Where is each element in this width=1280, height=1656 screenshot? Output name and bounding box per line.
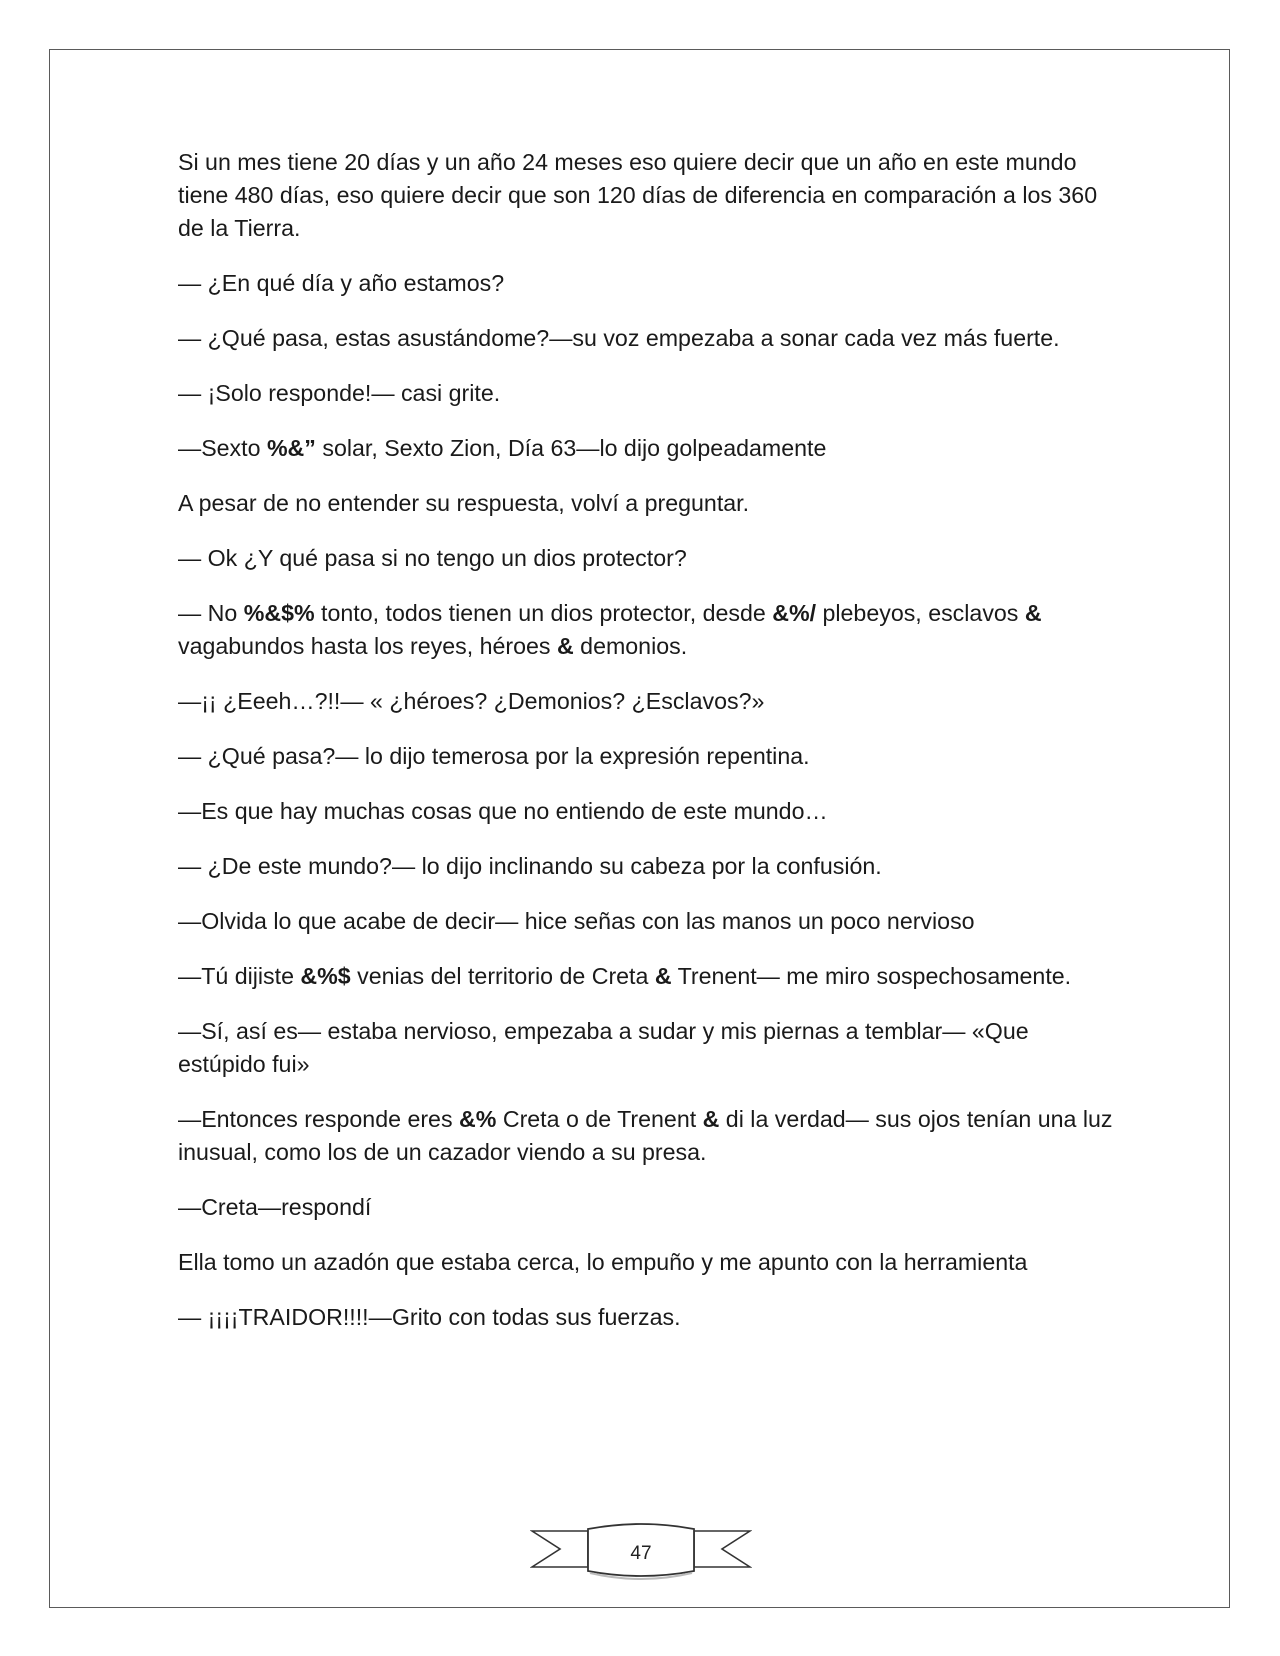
paragraph [178,795,1118,828]
censored-symbols: & [654,963,672,989]
paragraph [178,1191,1118,1224]
text-run: — ¿En qué día y año estamos? [178,270,505,296]
paragraph [178,377,1118,410]
paragraph [178,685,1118,718]
text-run: di la verdad— sus ojos tenían una luz inusual, como los de un cazador viendo a su presa. [178,1106,1113,1165]
paragraph [178,1246,1118,1279]
text-run: venias del territorio de Creta [350,963,655,989]
paragraph [178,146,1118,245]
paragraph [178,905,1118,938]
text-run: — ¡Solo responde!— casi grite. [178,380,501,406]
paragraph [178,960,1118,993]
censored-symbols: & [702,1106,720,1132]
text-run: — ¿De este mundo?— lo dijo inclinando su cabeza por la confusión. [178,853,882,879]
paragraph [178,1103,1118,1169]
text-run: —¡¡ ¿Eeeh…?!!— « ¿héroes? ¿Demonios? ¿Esclavos?» [178,688,765,714]
text-run: Si un mes tiene 20 días y un año 24 meses eso quiere decir que un año en este mundo tiene 480 días, eso quiere decir que son 120 días de diferencia en comparación a los 360 de la Tierra. [178,149,1098,241]
page-body [178,146,1118,1356]
paragraph [178,597,1118,663]
text-run: tonto, todos tienen un dios protector, desde [314,600,773,626]
censored-symbols: %&$% [243,600,315,626]
text-run: —Creta—respondí [178,1194,372,1220]
text-run: —Entonces responde eres [178,1106,459,1132]
text-run: Ella tomo un azadón que estaba cerca, lo empuño y me apunto con la herramienta [178,1249,1028,1275]
censored-symbols: &%/ [772,600,817,626]
text-run: —Sexto [178,435,267,461]
censored-symbols: &% [459,1106,497,1132]
text-run: Trenent— me miro sospechosamente. [671,963,1072,989]
paragraph [178,267,1118,300]
text-run: — Ok ¿Y qué pasa si no tengo un dios protector? [178,545,687,571]
paragraph [178,1015,1118,1081]
text-run: solar, Sexto Zion, Día 63—lo dijo golpeadamente [315,435,827,461]
censored-symbols: & [1024,600,1042,626]
text-run: — No [178,600,244,626]
text-run: vagabundos hasta los reyes, héroes [178,633,557,659]
text-run: — ¿Qué pasa, estas asustándome?—su voz empezaba a sonar cada vez más fuerte. [178,325,1060,351]
paragraph [178,740,1118,773]
paragraph [178,432,1118,465]
page-number: 47 [630,1543,652,1564]
text-run: —Tú dijiste [178,963,301,989]
text-run: plebeyos, esclavos [816,600,1025,626]
text-run: — ¿Qué pasa?— lo dijo temerosa por la expresión repentina. [178,743,810,769]
ribbon-right-tail [694,1531,750,1567]
text-run: —Sí, así es— estaba nervioso, empezaba a sudar y mis piernas a temblar— «Que estúpido fui» [178,1018,1029,1077]
text-run: A pesar de no entender su respuesta, volví a preguntar. [178,490,750,516]
text-run: — ¡¡¡¡TRAIDOR!!!!—Grito con todas sus fuerzas. [178,1304,681,1330]
paragraph [178,487,1118,520]
text-run: —Es que hay muchas cosas que no entiendo de este mundo… [178,798,828,824]
ribbon-left-tail [532,1531,588,1567]
paragraph [178,542,1118,575]
censored-symbols: &%$ [300,963,351,989]
paragraph [178,322,1118,355]
censored-symbols: & [556,633,574,659]
paragraph [178,850,1118,883]
text-run: —Olvida lo que acabe de decir— hice señas con las manos un poco nervioso [178,908,975,934]
paragraph [178,1301,1118,1334]
text-run: demonios. [573,633,688,659]
censored-symbols: %&” [266,435,316,461]
text-run: Creta o de Trenent [496,1106,703,1132]
